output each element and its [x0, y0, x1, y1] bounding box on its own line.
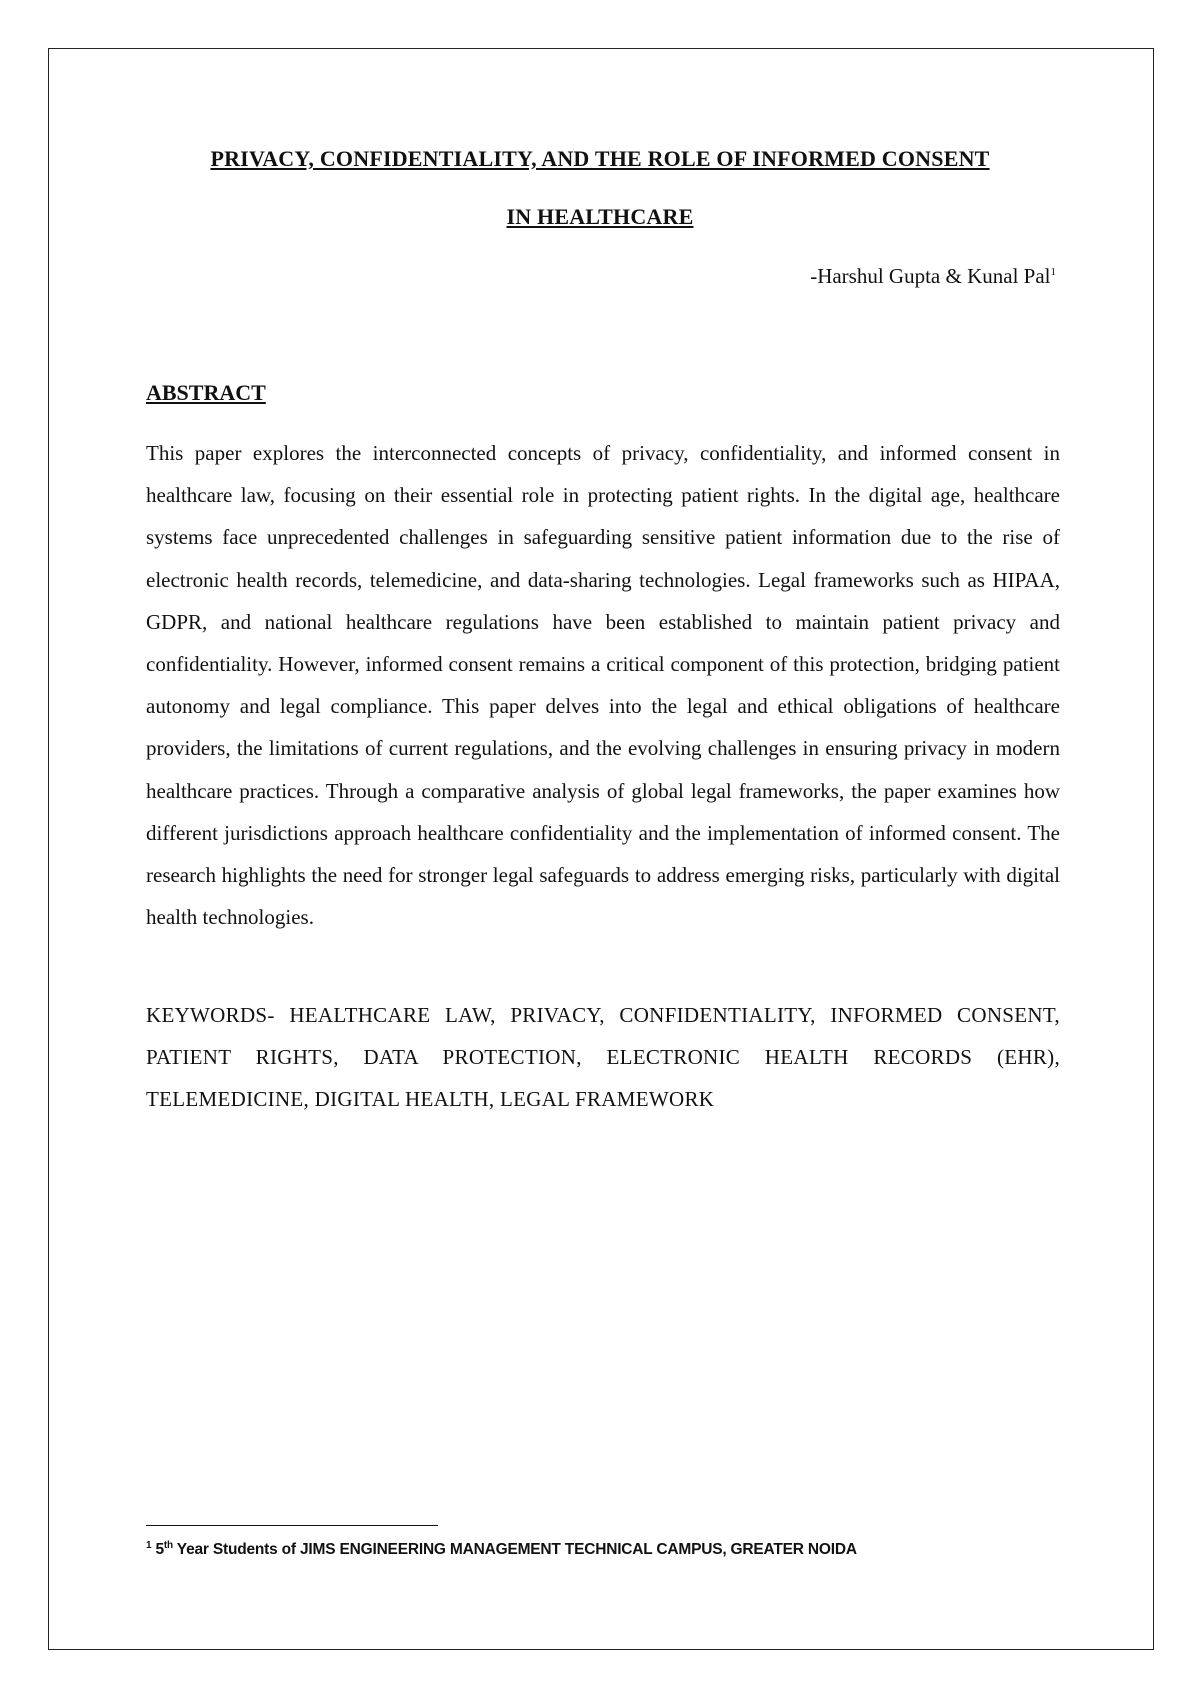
author-line	[810, 264, 1056, 289]
abstract-body: This paper explores the interconnected concepts of privacy, confidentiality, and informed consent in healthcare law, focusing on their essential role in protecting patient rights. In the digital age, healthcare systems face unprecedented challenges in safeguarding sensitive patient information due to the rise of electronic health records, telemedicine, and data-sharing technologies. Legal frameworks such as HIPAA, GDPR, and national healthcare regulations have been established to maintain patient privacy and confidentiality. However, informed consent remains a critical component of this protection, bridging patient autonomy and legal compliance. This paper delves into the legal and ethical obligations of healthcare providers, the limitations of current regulations, and the evolving challenges in ensuring privacy in modern healthcare practices. Through a comparative analysis of global legal frameworks, the paper examines how different jurisdictions approach healthcare confidentiality and the implementation of informed consent. The research highlights the need for stronger legal safeguards to address emerging risks, particularly with digital health technologies.	[146, 441, 1060, 930]
footnote-ordinal: th	[163, 1540, 173, 1551]
footnote-mark: 1	[146, 1540, 152, 1551]
paper-title-line-1: PRIVACY, CONFIDENTIALITY, AND THE ROLE OF INFORMED CONSENT	[210, 146, 990, 171]
abstract-heading: ABSTRACT	[146, 380, 266, 405]
footnote-separator	[146, 1525, 438, 1526]
author-names: -Harshul Gupta & Kunal Pal	[810, 264, 1051, 288]
footnote	[146, 1540, 857, 1559]
keywords-paragraph: KEYWORDS- HEALTHCARE LAW, PRIVACY, CONFIDENTIALITY, INFORMED CONSENT, PATIENT RIGHTS, DATA PROTECTION, ELECTRONIC HEALTH RECORDS (EHR), TELEMEDICINE, DIGITAL HEALTH, LEGAL FRAMEWORK	[146, 1003, 1060, 1112]
paper-title-line-2: IN HEALTHCARE	[506, 204, 694, 229]
footnote-text: Year Students of JIMS ENGINEERING MANAGEMENT TECHNICAL CAMPUS, GREATER NOIDA	[172, 1541, 857, 1559]
footnote-number: 5	[155, 1541, 164, 1559]
author-footnote-mark: 1	[1050, 266, 1056, 278]
